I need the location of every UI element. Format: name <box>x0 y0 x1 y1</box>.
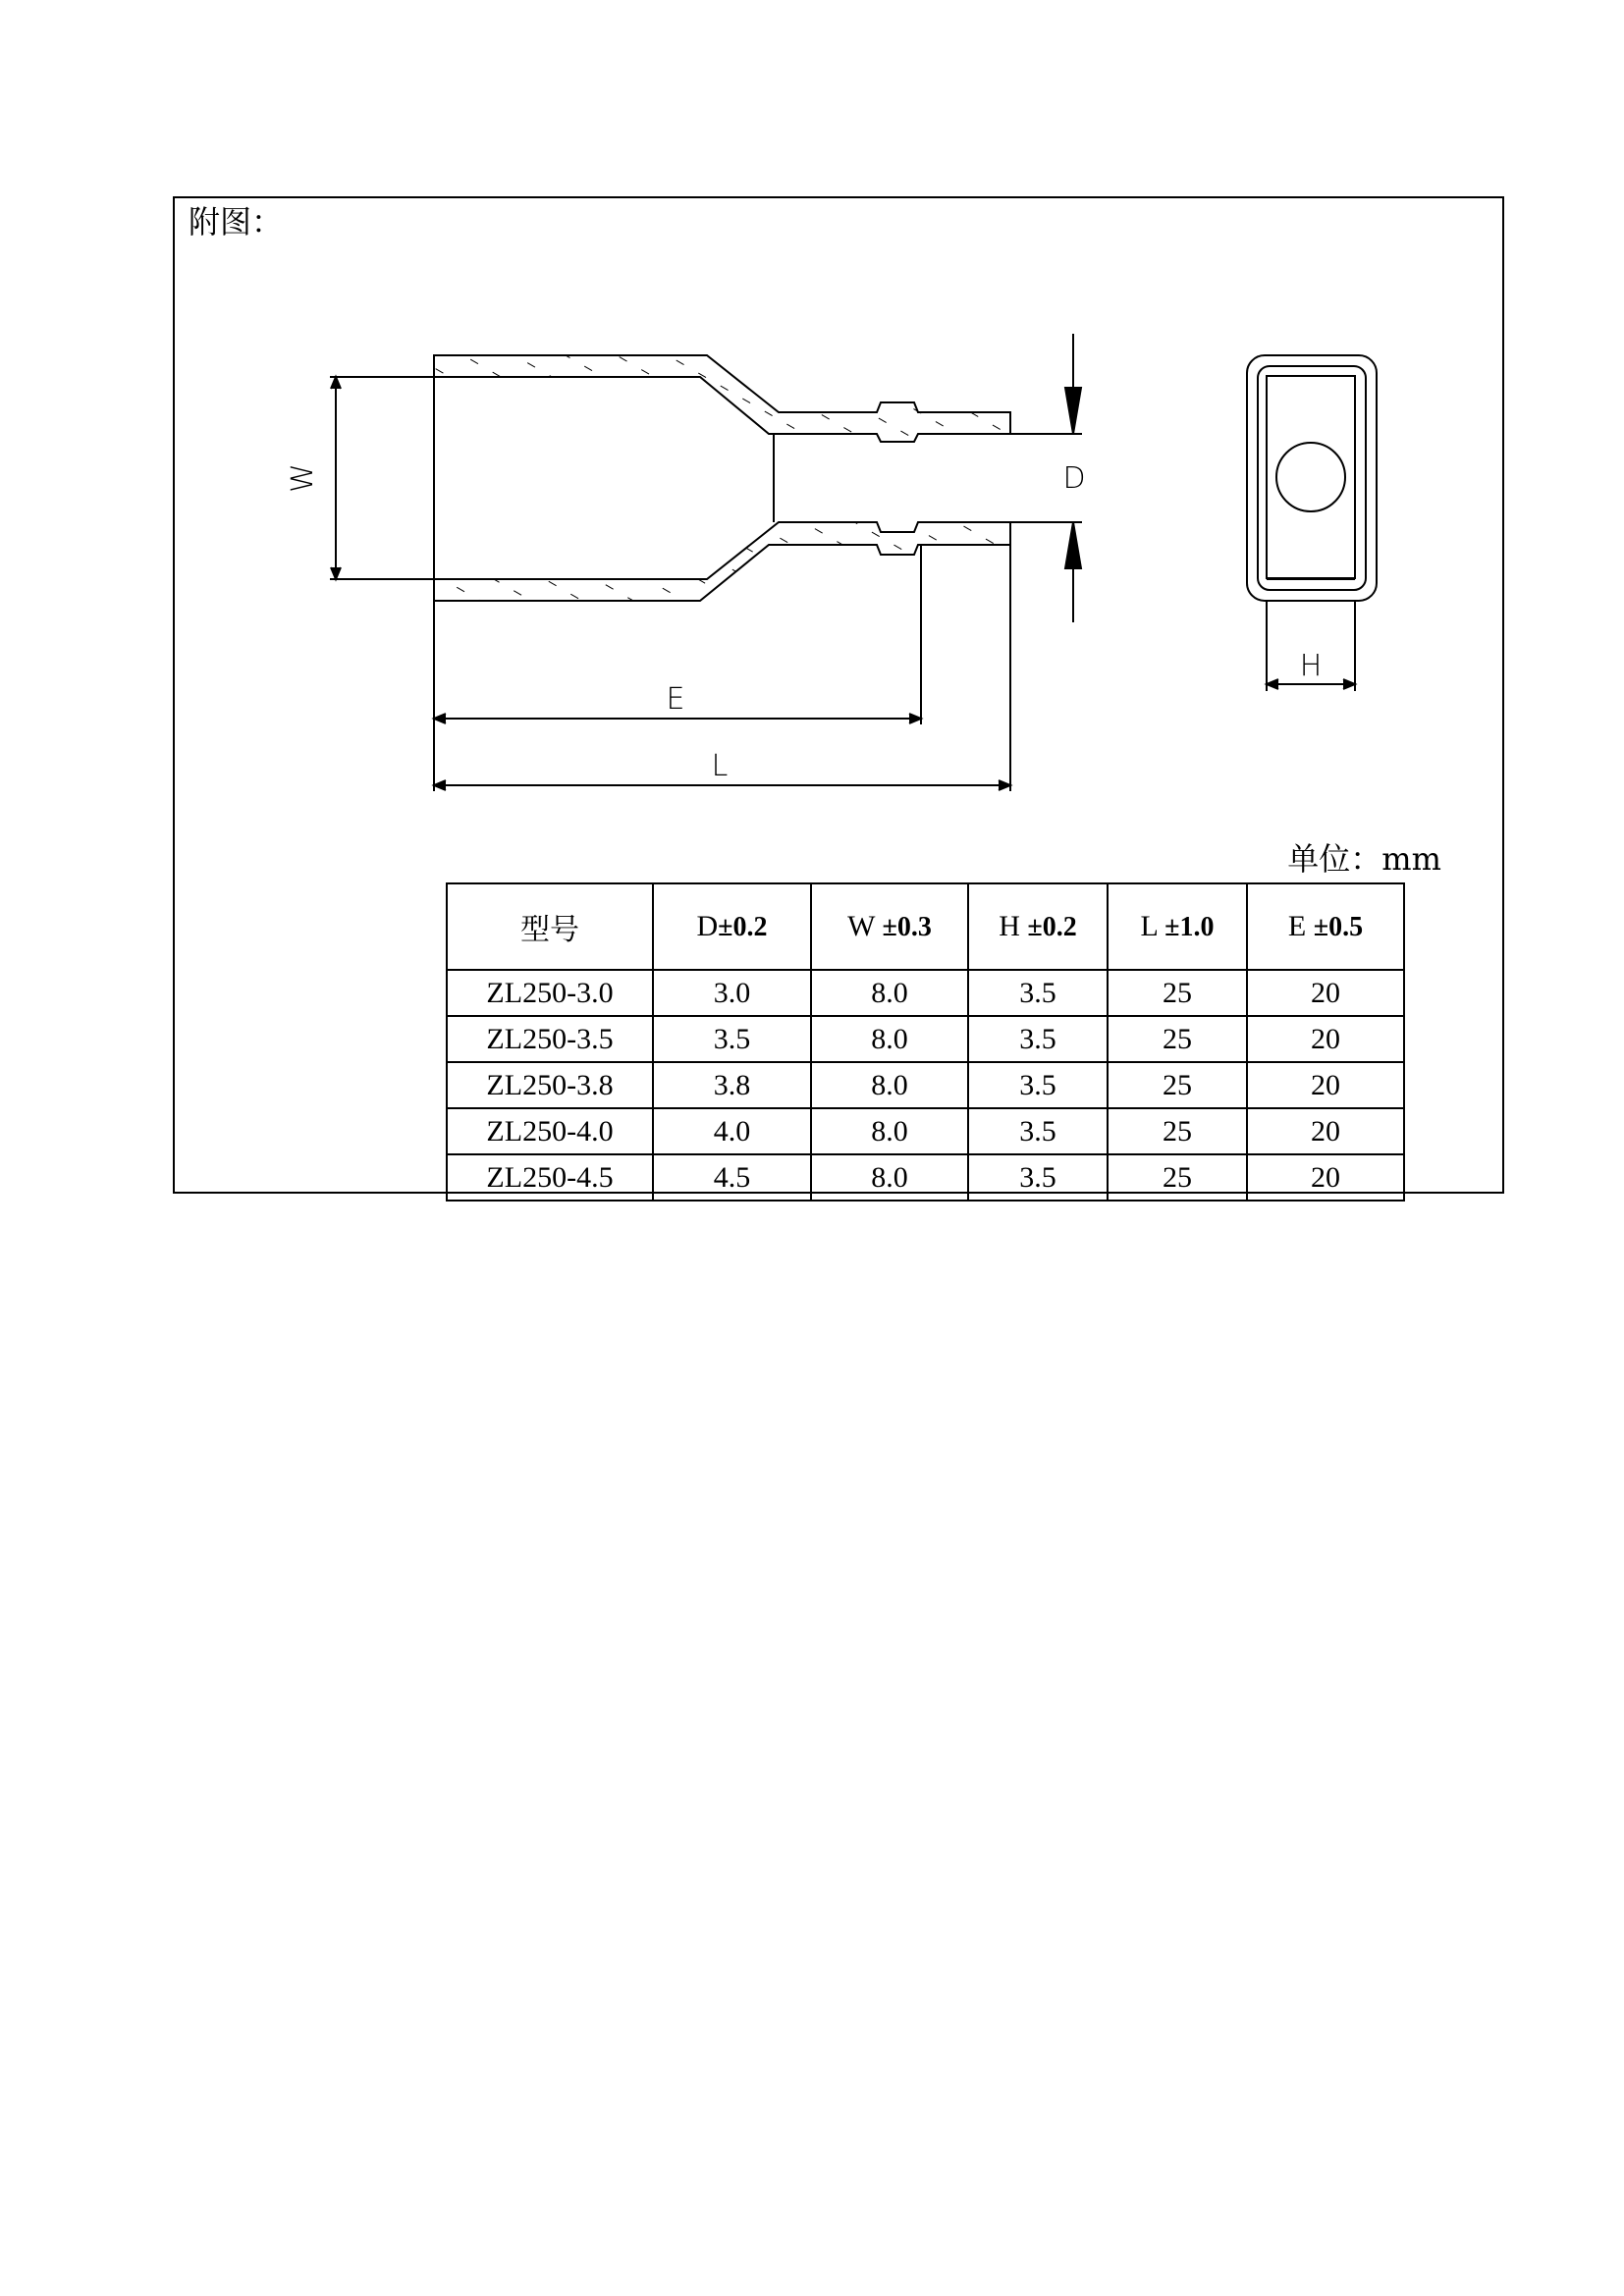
table-cell: ZL250-3.0 <box>447 970 653 1016</box>
bore-hole <box>1276 443 1345 511</box>
table-cell: 4.5 <box>653 1154 811 1201</box>
e-label: E <box>666 682 685 717</box>
table-cell: 25 <box>1108 1016 1247 1062</box>
terminal-technical-drawing <box>0 0 1624 864</box>
table-cell: 20 <box>1247 970 1404 1016</box>
top-wall <box>434 355 1010 442</box>
table-cell: 3.5 <box>968 1062 1108 1108</box>
table-cell: 8.0 <box>811 1154 968 1201</box>
unit-label: 单位：mm <box>1287 840 1441 878</box>
table-row <box>447 1154 1404 1201</box>
figure-caption: 附图： <box>189 203 284 240</box>
table-row <box>447 1108 1404 1154</box>
side-view <box>330 334 1082 791</box>
header-model: 型号 <box>447 883 653 970</box>
header-l: L ±1.0 <box>1108 883 1247 970</box>
table-cell: 20 <box>1247 1108 1404 1154</box>
header-h: H ±0.2 <box>968 883 1108 970</box>
table-cell: 8.0 <box>811 1016 968 1062</box>
table-header-row <box>447 883 1404 970</box>
w-label: W <box>286 463 320 493</box>
bottom-wall <box>434 522 1010 601</box>
table-cell: 25 <box>1108 1062 1247 1108</box>
end-view <box>1247 355 1377 691</box>
table-cell: 25 <box>1108 970 1247 1016</box>
h-label: H <box>1299 649 1323 683</box>
table-cell: 3.5 <box>968 1016 1108 1062</box>
table-cell: 3.5 <box>653 1016 811 1062</box>
table-cell: 25 <box>1108 1154 1247 1201</box>
table-cell: 4.0 <box>653 1108 811 1154</box>
l-label: L <box>711 749 729 783</box>
table-cell: 8.0 <box>811 1108 968 1154</box>
header-w: W ±0.3 <box>811 883 968 970</box>
table-cell: 20 <box>1247 1154 1404 1201</box>
table-cell: 20 <box>1247 1062 1404 1108</box>
table-row <box>447 970 1404 1016</box>
table-cell: ZL250-4.0 <box>447 1108 653 1154</box>
table-cell: 20 <box>1247 1016 1404 1062</box>
table-cell: 25 <box>1108 1108 1247 1154</box>
table-cell: 3.0 <box>653 970 811 1016</box>
table-cell: 3.8 <box>653 1062 811 1108</box>
header-d: D±0.2 <box>653 883 811 970</box>
table-cell: ZL250-4.5 <box>447 1154 653 1201</box>
table-cell: ZL250-3.8 <box>447 1062 653 1108</box>
inner-opening <box>1267 376 1355 578</box>
table-row <box>447 1016 1404 1062</box>
table-row <box>447 1062 1404 1108</box>
d-label: D <box>1062 461 1086 496</box>
table-cell: 3.5 <box>968 1108 1108 1154</box>
header-e: E ±0.5 <box>1247 883 1404 970</box>
table-cell: 8.0 <box>811 970 968 1016</box>
table-cell: ZL250-3.5 <box>447 1016 653 1062</box>
table-cell: 8.0 <box>811 1062 968 1108</box>
spec-table <box>446 882 1405 1201</box>
table-cell: 3.5 <box>968 970 1108 1016</box>
table-cell: 3.5 <box>968 1154 1108 1201</box>
